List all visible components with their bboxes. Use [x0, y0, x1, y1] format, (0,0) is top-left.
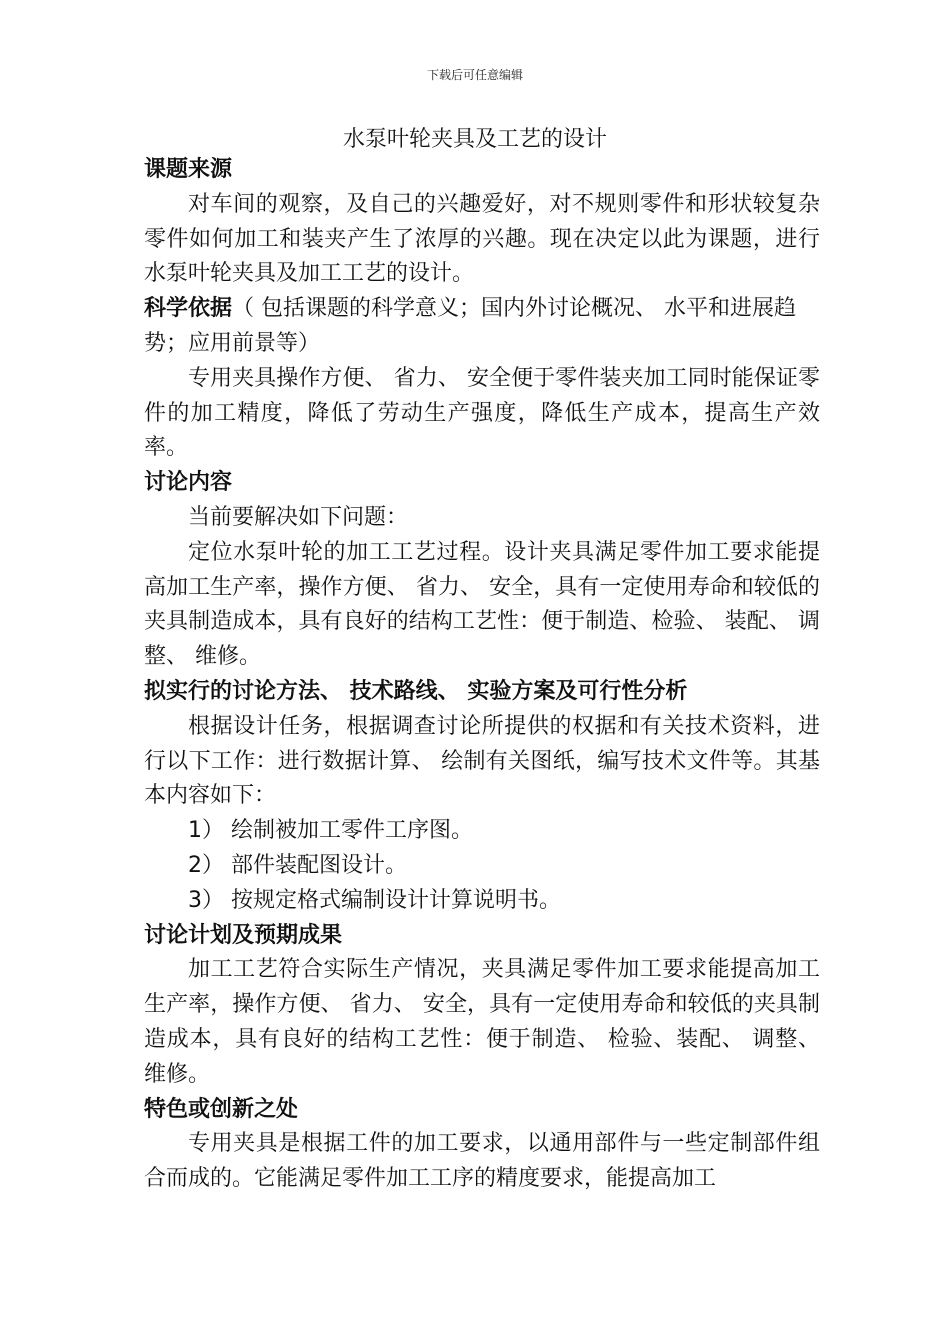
- header-note: 下载后可任意编辑: [426, 68, 523, 82]
- paragraph: 专用夹具是根据工件的加工要求，以通用部件与一些定制部件组合而成的。它能满足零件加工工序的精度要求，能提高加工: [144, 1131, 820, 1192]
- paragraph: 根据设计任务，根据调查讨论所提供的权据和有关技术资料，进行以下工作：进行数据计算、 绘制有关图纸，编写技术文件等。其基本内容如下：: [144, 713, 820, 809]
- section-topic-source: [144, 153, 820, 292]
- section-heading: 拟实行的讨论方法、 技术路线、 实验方案及可行性分析: [144, 678, 688, 704]
- section-scientific-basis: [144, 292, 820, 466]
- paragraph: 专用夹具操作方便、 省力、 安全便于零件装夹加工同时能保证零件的加工精度，降低了劳动生产强度，降低生产成本，提高生产效率。: [144, 365, 820, 461]
- list-item: 3） 按规定格式编制设计计算说明书。: [188, 887, 561, 913]
- section-heading: 讨论内容: [144, 470, 233, 496]
- section-heading: 课题来源: [144, 157, 233, 182]
- paragraph: 加工工艺符合实际生产情况，夹具满足零件加工要求能提高加工生产率，操作方便、 省力、 安全，具有一定使用寿命和较低的夹具制造成本，具有良好的结构工艺性：便于制造、 检验、装配、 调整、 维修。: [144, 957, 820, 1087]
- section-heading-text: 科学依据: [144, 296, 233, 322]
- document-title: 水泵叶轮夹具及工艺的设计: [342, 127, 607, 152]
- section-plan-results: [144, 919, 820, 1093]
- paragraph: 当前要解决如下问题：: [188, 504, 409, 530]
- section-heading: 特色或创新之处: [144, 1096, 299, 1122]
- section-heading: [144, 292, 820, 362]
- section-discussion-content: [144, 466, 820, 675]
- list-item: 1） 绘制被加工零件工序图。: [188, 818, 473, 844]
- list-item: 2） 部件装配图设计。: [188, 852, 407, 878]
- section-innovation: [144, 1093, 820, 1197]
- section-heading: 讨论计划及预期成果: [144, 922, 343, 948]
- document-body: [144, 153, 820, 1197]
- paragraph: 对车间的观察，及自己的兴趣爱好，对不规则零件和形状较复杂零件如何加工和装夹产生了浓厚的兴趣。现在决定以此为课题，进行水泵叶轮夹具及加工工艺的设计。: [144, 191, 820, 287]
- section-heading-note: （ 包括课题的科学意义；国内外讨论概况、 水平和进展趋势；应用前景等）: [144, 296, 797, 356]
- paragraph: 定位水泵叶轮的加工工艺过程。设计夹具满足零件加工要求能提高加工生产率，操作方便、 省力、 安全，具有一定使用寿命和较低的夹具制造成本，具有良好的结构工艺性：便于制造、检验、 装配、 调整、 维修。: [144, 539, 820, 670]
- section-methods: [144, 675, 820, 919]
